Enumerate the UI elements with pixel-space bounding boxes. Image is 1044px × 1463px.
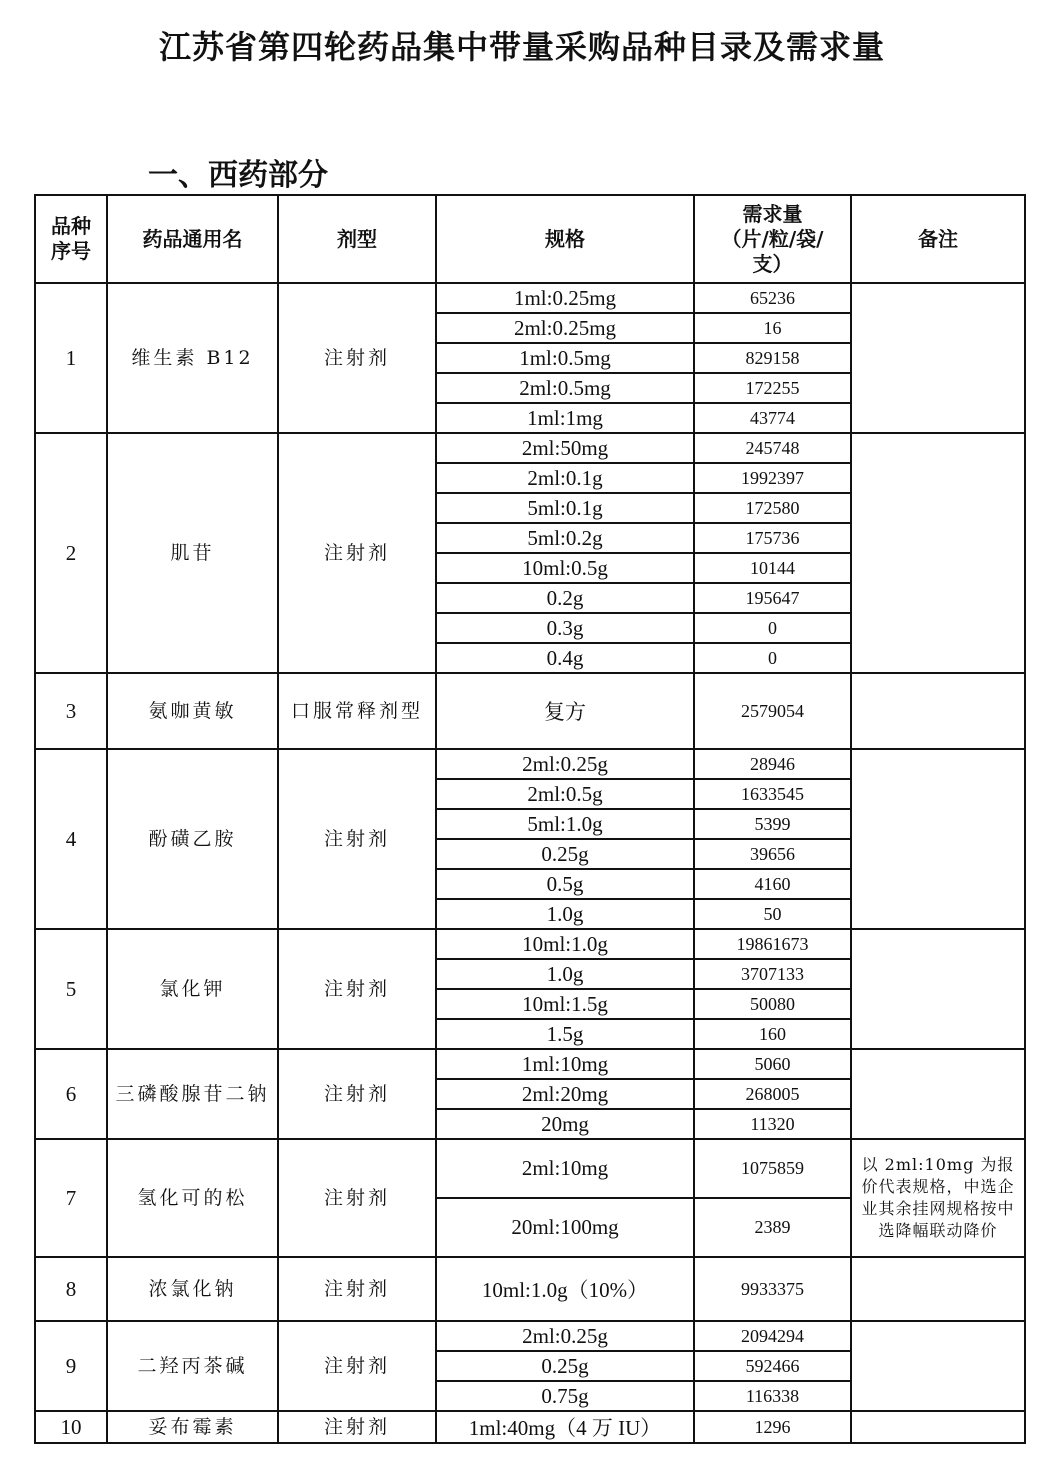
note-cell — [851, 673, 1025, 749]
drug-table — [34, 194, 1026, 1444]
quantity-cell: 172255 — [694, 373, 851, 403]
quantity-cell: 195647 — [694, 583, 851, 613]
table-row — [35, 1049, 1025, 1079]
table-row — [35, 1257, 1025, 1321]
note-cell: 以 2ml:10mg 为报价代表规格，中选企业其余挂网规格按中选降幅联动降价 — [851, 1139, 1025, 1257]
note-cell — [851, 283, 1025, 433]
quantity-cell: 5060 — [694, 1049, 851, 1079]
spec-cell: 20mg — [436, 1109, 694, 1139]
spec-cell: 1ml:10mg — [436, 1049, 694, 1079]
header-note: 备注 — [851, 195, 1025, 283]
quantity-cell: 175736 — [694, 523, 851, 553]
header-no — [35, 195, 107, 283]
quantity-cell: 172580 — [694, 493, 851, 523]
quantity-cell: 1633545 — [694, 779, 851, 809]
header-qty-line-2: （片/粒/袋/ — [721, 226, 824, 251]
quantity-cell: 1992397 — [694, 463, 851, 493]
spec-cell: 5ml:0.2g — [436, 523, 694, 553]
header-spec: 规格 — [436, 195, 694, 283]
spec-cell: 0.3g — [436, 613, 694, 643]
quantity-cell: 50 — [694, 899, 851, 929]
spec-cell: 2ml:0.5mg — [436, 373, 694, 403]
spec-cell: 10ml:1.0g（10%） — [436, 1257, 694, 1321]
table-row — [35, 1139, 1025, 1198]
header-no-line-2: 序号 — [51, 239, 91, 263]
item-number: 5 — [35, 929, 107, 1049]
spec-cell: 1ml:1mg — [436, 403, 694, 433]
quantity-cell: 3707133 — [694, 959, 851, 989]
table-row — [35, 929, 1025, 959]
table-row — [35, 283, 1025, 313]
quantity-cell: 2094294 — [694, 1321, 851, 1351]
quantity-cell: 592466 — [694, 1351, 851, 1381]
dosage-form: 注射剂 — [278, 1257, 436, 1321]
spec-cell: 2ml:0.25mg — [436, 313, 694, 343]
item-number: 7 — [35, 1139, 107, 1257]
quantity-cell: 43774 — [694, 403, 851, 433]
spec-cell: 0.25g — [436, 839, 694, 869]
spec-cell: 0.25g — [436, 1351, 694, 1381]
note-cell — [851, 1257, 1025, 1321]
spec-cell: 2ml:10mg — [436, 1139, 694, 1198]
spec-cell: 0.2g — [436, 583, 694, 613]
table-header-row — [35, 195, 1025, 283]
item-number: 9 — [35, 1321, 107, 1411]
quantity-cell: 11320 — [694, 1109, 851, 1139]
dosage-form: 注射剂 — [278, 1411, 436, 1443]
spec-cell: 2ml:0.25g — [436, 1321, 694, 1351]
spec-cell: 1.0g — [436, 899, 694, 929]
spec-cell: 20ml:100mg — [436, 1198, 694, 1257]
quantity-cell: 1296 — [694, 1411, 851, 1443]
drug-name: 肌苷 — [107, 433, 278, 673]
quantity-cell: 4160 — [694, 869, 851, 899]
item-number: 4 — [35, 749, 107, 929]
note-cell — [851, 1321, 1025, 1411]
header-no-line-1: 品种 — [51, 214, 91, 238]
header-name: 药品通用名 — [107, 195, 278, 283]
item-number: 8 — [35, 1257, 107, 1321]
drug-name: 氢化可的松 — [107, 1139, 278, 1257]
drug-name: 浓氯化钠 — [107, 1257, 278, 1321]
spec-cell: 1ml:40mg（4 万 IU） — [436, 1411, 694, 1443]
quantity-cell: 50080 — [694, 989, 851, 1019]
quantity-cell: 160 — [694, 1019, 851, 1049]
spec-cell: 0.5g — [436, 869, 694, 899]
section-heading: 一、西药部分 — [148, 158, 328, 193]
item-number: 10 — [35, 1411, 107, 1443]
header-form: 剂型 — [278, 195, 436, 283]
note-cell — [851, 749, 1025, 929]
drug-name: 妥布霉素 — [107, 1411, 278, 1443]
spec-cell: 10ml:1.5g — [436, 989, 694, 1019]
drug-name: 氨咖黄敏 — [107, 673, 278, 749]
spec-cell: 0.75g — [436, 1381, 694, 1411]
note-cell — [851, 433, 1025, 673]
quantity-cell: 5399 — [694, 809, 851, 839]
header-qty-line-1: 需求量 — [742, 201, 803, 226]
quantity-cell: 65236 — [694, 283, 851, 313]
spec-cell: 1ml:0.5mg — [436, 343, 694, 373]
dosage-form: 注射剂 — [278, 1321, 436, 1411]
quantity-cell: 0 — [694, 613, 851, 643]
quantity-cell: 19861673 — [694, 929, 851, 959]
spec-cell: 5ml:1.0g — [436, 809, 694, 839]
quantity-cell: 829158 — [694, 343, 851, 373]
dosage-form: 注射剂 — [278, 1139, 436, 1257]
table-row — [35, 673, 1025, 749]
table-body — [35, 283, 1025, 1443]
table-row — [35, 1411, 1025, 1443]
quantity-cell: 0 — [694, 643, 851, 673]
header-qty-line-3: 支） — [752, 251, 793, 276]
note-cell — [851, 1049, 1025, 1139]
quantity-cell: 28946 — [694, 749, 851, 779]
drug-name: 酚磺乙胺 — [107, 749, 278, 929]
drug-name: 二羟丙茶碱 — [107, 1321, 278, 1411]
spec-cell: 2ml:20mg — [436, 1079, 694, 1109]
quantity-cell: 1075859 — [694, 1139, 851, 1198]
item-number: 2 — [35, 433, 107, 673]
dosage-form: 注射剂 — [278, 433, 436, 673]
drug-name: 氯化钾 — [107, 929, 278, 1049]
spec-cell: 10ml:0.5g — [436, 553, 694, 583]
quantity-cell: 2579054 — [694, 673, 851, 749]
quantity-cell: 39656 — [694, 839, 851, 869]
item-number: 1 — [35, 283, 107, 433]
dosage-form: 注射剂 — [278, 929, 436, 1049]
drug-name: 三磷酸腺苷二钠 — [107, 1049, 278, 1139]
quantity-cell: 9933375 — [694, 1257, 851, 1321]
spec-cell: 0.4g — [436, 643, 694, 673]
dosage-form: 注射剂 — [278, 749, 436, 929]
dosage-form: 注射剂 — [278, 283, 436, 433]
quantity-cell: 268005 — [694, 1079, 851, 1109]
quantity-cell: 116338 — [694, 1381, 851, 1411]
item-number: 3 — [35, 673, 107, 749]
spec-cell: 复方 — [436, 673, 694, 749]
spec-cell: 2ml:0.1g — [436, 463, 694, 493]
spec-cell: 2ml:50mg — [436, 433, 694, 463]
item-number: 6 — [35, 1049, 107, 1139]
dosage-form: 口服常释剂型 — [278, 673, 436, 749]
spec-cell: 2ml:0.25g — [436, 749, 694, 779]
note-cell — [851, 929, 1025, 1049]
spec-cell: 10ml:1.0g — [436, 929, 694, 959]
spec-cell: 1.5g — [436, 1019, 694, 1049]
quantity-cell: 10144 — [694, 553, 851, 583]
table-row — [35, 433, 1025, 463]
quantity-cell: 2389 — [694, 1198, 851, 1257]
dosage-form: 注射剂 — [278, 1049, 436, 1139]
note-cell — [851, 1411, 1025, 1443]
document-title: 江苏省第四轮药品集中带量采购品种目录及需求量 — [158, 28, 885, 66]
quantity-cell: 16 — [694, 313, 851, 343]
spec-cell: 5ml:0.1g — [436, 493, 694, 523]
quantity-cell: 245748 — [694, 433, 851, 463]
header-qty — [694, 195, 851, 283]
table-row — [35, 1321, 1025, 1351]
spec-cell: 2ml:0.5g — [436, 779, 694, 809]
spec-cell: 1ml:0.25mg — [436, 283, 694, 313]
drug-name: 维生素 B12 — [107, 283, 278, 433]
table-row — [35, 749, 1025, 779]
spec-cell: 1.0g — [436, 959, 694, 989]
